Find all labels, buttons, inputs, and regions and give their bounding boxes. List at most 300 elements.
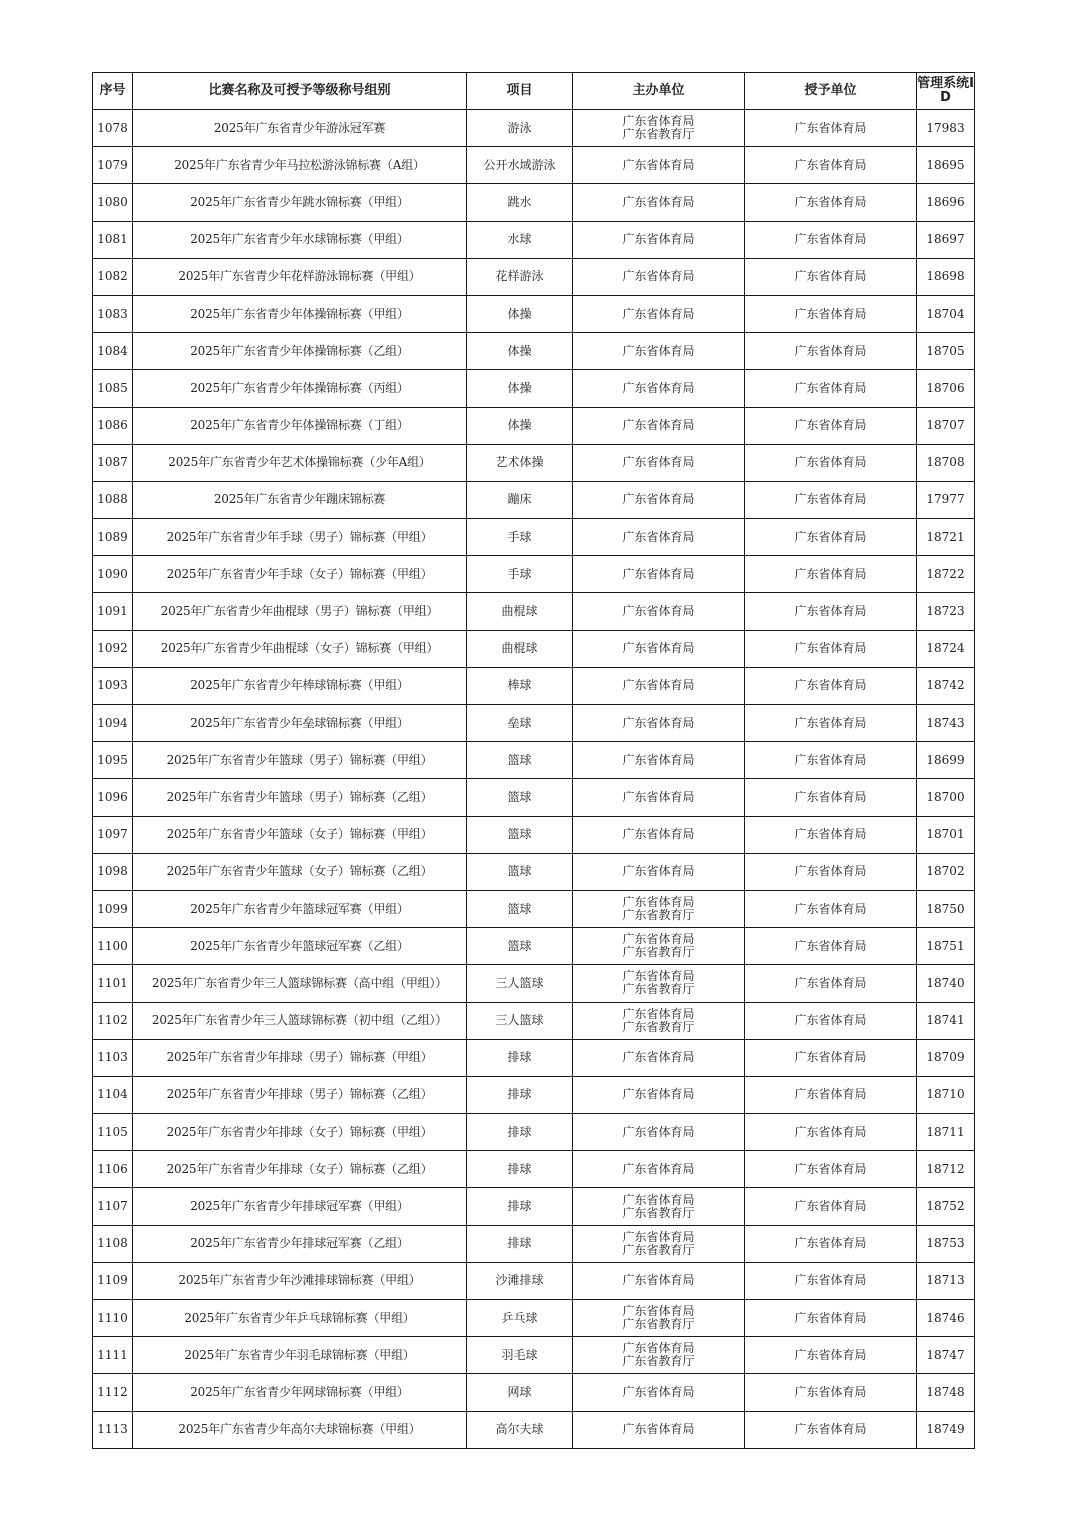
cell-host: [573, 1188, 745, 1225]
table-row: [93, 444, 975, 481]
cell-grantor: 广东省体育局: [745, 556, 917, 593]
cell-event: 三人篮球: [467, 1002, 573, 1039]
cell-system-id: 18740: [917, 965, 975, 1002]
cell-event: 曲棍球: [467, 630, 573, 667]
cell-grantor: 广东省体育局: [745, 370, 917, 407]
cell-grantor: 广东省体育局: [745, 630, 917, 667]
table-row: [93, 1300, 975, 1337]
cell-system-id: 18749: [917, 1411, 975, 1448]
cell-system-id: 18695: [917, 147, 975, 184]
cell-system-id: 18743: [917, 705, 975, 742]
cell-grantor: 广东省体育局: [745, 147, 917, 184]
table-row: [93, 1411, 975, 1448]
cell-event: 篮球: [467, 742, 573, 779]
cell-event: 体操: [467, 333, 573, 370]
cell-seq: 1106: [93, 1151, 133, 1188]
cell-event: 曲棍球: [467, 593, 573, 630]
cell-host: [573, 1300, 745, 1337]
cell-system-id: 17977: [917, 481, 975, 518]
cell-system-id: 18710: [917, 1076, 975, 1113]
host-org: 广东省体育局: [622, 306, 695, 321]
cell-grantor: 广东省体育局: [745, 1262, 917, 1299]
cell-name: 2025年广东省青少年体操锦标赛（甲组）: [133, 295, 467, 332]
cell-seq: 1108: [93, 1225, 133, 1262]
cell-seq: 1112: [93, 1374, 133, 1411]
cell-host: [573, 295, 745, 332]
cell-name: 2025年广东省青少年排球（女子）锦标赛（甲组）: [133, 1114, 467, 1151]
cell-host: [573, 742, 745, 779]
cell-seq: 1110: [93, 1300, 133, 1337]
cell-seq: 1111: [93, 1337, 133, 1374]
cell-event: 游泳: [467, 110, 573, 147]
cell-event: 篮球: [467, 890, 573, 927]
cell-name: 2025年广东省青少年排球冠军赛（乙组）: [133, 1225, 467, 1262]
cell-event: 水球: [467, 221, 573, 258]
host-org: 广东省体育局: [622, 1124, 695, 1139]
cell-host: [573, 1374, 745, 1411]
cell-event: 棒球: [467, 667, 573, 704]
cell-host: [573, 184, 745, 221]
cell-system-id: 17983: [917, 110, 975, 147]
table-row: [93, 519, 975, 556]
host-org: 广东省体育局: [622, 1341, 695, 1356]
table-row: [93, 742, 975, 779]
cell-host: [573, 110, 745, 147]
cell-grantor: 广东省体育局: [745, 1151, 917, 1188]
cell-name: 2025年广东省青少年高尔夫球锦标赛（甲组）: [133, 1411, 467, 1448]
table-row: [93, 1076, 975, 1113]
cell-host: [573, 928, 745, 965]
table-row: [93, 890, 975, 927]
header-seq: 序号: [93, 73, 133, 110]
table-row: [93, 1114, 975, 1151]
cell-event: 花样游泳: [467, 258, 573, 295]
cell-host: [573, 1225, 745, 1262]
cell-grantor: 广东省体育局: [745, 444, 917, 481]
table-row: [93, 184, 975, 221]
cell-system-id: 18697: [917, 221, 975, 258]
cell-system-id: 18705: [917, 333, 975, 370]
cell-grantor: 广东省体育局: [745, 1225, 917, 1262]
host-org: 广东省体育局: [622, 455, 695, 470]
cell-host: [573, 1114, 745, 1151]
cell-grantor: 广东省体育局: [745, 1188, 917, 1225]
cell-name: 2025年广东省青少年篮球冠军赛（甲组）: [133, 890, 467, 927]
cell-name: 2025年广东省青少年篮球（女子）锦标赛（乙组）: [133, 853, 467, 890]
cell-host: [573, 816, 745, 853]
cell-event: 排球: [467, 1188, 573, 1225]
cell-seq: 1092: [93, 630, 133, 667]
cell-event: 公开水域游泳: [467, 147, 573, 184]
cell-system-id: 18753: [917, 1225, 975, 1262]
header-system-id: 管理系统ID: [917, 73, 975, 110]
host-org: 广东省体育局: [622, 1384, 695, 1399]
cell-grantor: 广东省体育局: [745, 1374, 917, 1411]
cell-grantor: 广东省体育局: [745, 1002, 917, 1039]
cell-name: 2025年广东省青少年篮球（男子）锦标赛（甲组）: [133, 742, 467, 779]
cell-host: [573, 890, 745, 927]
cell-event: 篮球: [467, 779, 573, 816]
cell-system-id: 18747: [917, 1337, 975, 1374]
cell-host: [573, 1002, 745, 1039]
cell-system-id: 18721: [917, 519, 975, 556]
table-row: [93, 816, 975, 853]
cell-grantor: 广东省体育局: [745, 890, 917, 927]
cell-name: 2025年广东省青少年游泳冠军赛: [133, 110, 467, 147]
table-row: [93, 667, 975, 704]
cell-name: 2025年广东省青少年蹦床锦标赛: [133, 481, 467, 518]
table-row: [93, 556, 975, 593]
cell-name: 2025年广东省青少年花样游泳锦标赛（甲组）: [133, 258, 467, 295]
host-org: 广东省教育厅: [622, 1354, 695, 1369]
cell-name: 2025年广东省青少年排球（女子）锦标赛（乙组）: [133, 1151, 467, 1188]
cell-event: 篮球: [467, 816, 573, 853]
table-row: [93, 853, 975, 890]
cell-system-id: 18748: [917, 1374, 975, 1411]
host-org: 广东省体育局: [622, 932, 695, 947]
cell-seq: 1083: [93, 295, 133, 332]
cell-seq: 1105: [93, 1114, 133, 1151]
header-host: 主办单位: [573, 73, 745, 110]
table-row: [93, 779, 975, 816]
cell-host: [573, 667, 745, 704]
cell-host: [573, 370, 745, 407]
cell-seq: 1113: [93, 1411, 133, 1448]
cell-seq: 1107: [93, 1188, 133, 1225]
host-org: 广东省教育厅: [622, 1317, 695, 1332]
table-row: [93, 630, 975, 667]
cell-seq: 1100: [93, 928, 133, 965]
cell-system-id: 18708: [917, 444, 975, 481]
cell-event: 手球: [467, 519, 573, 556]
host-org: 广东省体育局: [622, 1192, 695, 1207]
cell-system-id: 18696: [917, 184, 975, 221]
cell-grantor: 广东省体育局: [745, 1076, 917, 1113]
cell-system-id: 18702: [917, 853, 975, 890]
cell-seq: 1093: [93, 667, 133, 704]
table-row: [93, 147, 975, 184]
cell-grantor: 广东省体育局: [745, 853, 917, 890]
cell-system-id: 18746: [917, 1300, 975, 1337]
cell-name: 2025年广东省青少年羽毛球锦标赛（甲组）: [133, 1337, 467, 1374]
table-row: [93, 1188, 975, 1225]
cell-name: 2025年广东省青少年网球锦标赛（甲组）: [133, 1374, 467, 1411]
cell-host: [573, 407, 745, 444]
cell-seq: 1090: [93, 556, 133, 593]
host-org: 广东省体育局: [622, 269, 695, 284]
cell-name: 2025年广东省青少年手球（女子）锦标赛（甲组）: [133, 556, 467, 593]
cell-host: [573, 965, 745, 1002]
cell-system-id: 18709: [917, 1039, 975, 1076]
cell-grantor: 广东省体育局: [745, 742, 917, 779]
table-body: [93, 110, 975, 1449]
cell-event: 体操: [467, 370, 573, 407]
cell-event: 三人篮球: [467, 965, 573, 1002]
cell-grantor: 广东省体育局: [745, 481, 917, 518]
cell-name: 2025年广东省青少年艺术体操锦标赛（少年A组）: [133, 444, 467, 481]
cell-event: 羽毛球: [467, 1337, 573, 1374]
cell-event: 排球: [467, 1076, 573, 1113]
host-org: 广东省教育厅: [622, 127, 695, 142]
host-org: 广东省体育局: [622, 1304, 695, 1319]
cell-name: 2025年广东省青少年三人篮球锦标赛（高中组（甲组））: [133, 965, 467, 1002]
table-row: [93, 1225, 975, 1262]
cell-grantor: 广东省体育局: [745, 519, 917, 556]
cell-system-id: 18750: [917, 890, 975, 927]
cell-system-id: 18723: [917, 593, 975, 630]
cell-event: 跳水: [467, 184, 573, 221]
cell-host: [573, 481, 745, 518]
host-org: 广东省教育厅: [622, 1242, 695, 1257]
cell-name: 2025年广东省青少年排球（男子）锦标赛（甲组）: [133, 1039, 467, 1076]
cell-grantor: 广东省体育局: [745, 928, 917, 965]
cell-seq: 1096: [93, 779, 133, 816]
cell-system-id: 18707: [917, 407, 975, 444]
host-org: 广东省教育厅: [622, 945, 695, 960]
host-org: 广东省体育局: [622, 864, 695, 879]
host-org: 广东省体育局: [622, 418, 695, 433]
cell-grantor: 广东省体育局: [745, 221, 917, 258]
cell-grantor: 广东省体育局: [745, 593, 917, 630]
cell-seq: 1084: [93, 333, 133, 370]
cell-system-id: 18751: [917, 928, 975, 965]
cell-system-id: 18706: [917, 370, 975, 407]
table-row: [93, 593, 975, 630]
cell-event: 高尔夫球: [467, 1411, 573, 1448]
cell-seq: 1103: [93, 1039, 133, 1076]
cell-event: 垒球: [467, 705, 573, 742]
cell-system-id: 18704: [917, 295, 975, 332]
table-row: [93, 965, 975, 1002]
cell-grantor: 广东省体育局: [745, 1039, 917, 1076]
cell-grantor: 广东省体育局: [745, 258, 917, 295]
table-row: [93, 705, 975, 742]
cell-system-id: 18711: [917, 1114, 975, 1151]
cell-name: 2025年广东省青少年篮球（男子）锦标赛（乙组）: [133, 779, 467, 816]
table-row: [93, 1151, 975, 1188]
host-org: 广东省体育局: [622, 1050, 695, 1065]
host-org: 广东省体育局: [622, 641, 695, 656]
cell-seq: 1088: [93, 481, 133, 518]
host-org: 广东省体育局: [622, 604, 695, 619]
cell-grantor: 广东省体育局: [745, 705, 917, 742]
header-grantor: 授予单位: [745, 73, 917, 110]
cell-seq: 1099: [93, 890, 133, 927]
cell-host: [573, 1337, 745, 1374]
cell-grantor: 广东省体育局: [745, 816, 917, 853]
cell-name: 2025年广东省青少年手球（男子）锦标赛（甲组）: [133, 519, 467, 556]
cell-name: 2025年广东省青少年体操锦标赛（丁组）: [133, 407, 467, 444]
cell-event: 手球: [467, 556, 573, 593]
host-org: 广东省体育局: [622, 114, 695, 129]
table-row: [93, 1374, 975, 1411]
cell-event: 排球: [467, 1114, 573, 1151]
host-org: 广东省体育局: [622, 678, 695, 693]
cell-system-id: 18741: [917, 1002, 975, 1039]
table-header-row: [93, 73, 975, 110]
host-org: 广东省体育局: [622, 529, 695, 544]
cell-seq: 1097: [93, 816, 133, 853]
cell-system-id: 18742: [917, 667, 975, 704]
host-org: 广东省体育局: [622, 1087, 695, 1102]
cell-event: 篮球: [467, 928, 573, 965]
host-org: 广东省体育局: [622, 194, 695, 209]
host-org: 广东省体育局: [622, 343, 695, 358]
cell-host: [573, 147, 745, 184]
host-org: 广东省体育局: [622, 1422, 695, 1437]
table-row: [93, 333, 975, 370]
cell-seq: 1087: [93, 444, 133, 481]
cell-host: [573, 1151, 745, 1188]
host-org: 广东省体育局: [622, 1006, 695, 1021]
cell-event: 排球: [467, 1225, 573, 1262]
cell-name: 2025年广东省青少年体操锦标赛（丙组）: [133, 370, 467, 407]
table-row: [93, 258, 975, 295]
cell-seq: 1089: [93, 519, 133, 556]
cell-seq: 1098: [93, 853, 133, 890]
cell-system-id: 18724: [917, 630, 975, 667]
cell-name: 2025年广东省青少年篮球（女子）锦标赛（甲组）: [133, 816, 467, 853]
table-row: [93, 370, 975, 407]
cell-host: [573, 853, 745, 890]
cell-event: 艺术体操: [467, 444, 573, 481]
cell-grantor: 广东省体育局: [745, 965, 917, 1002]
host-org: 广东省体育局: [622, 789, 695, 804]
cell-event: 乒乓球: [467, 1300, 573, 1337]
cell-name: 2025年广东省青少年垒球锦标赛（甲组）: [133, 705, 467, 742]
header-name: 比赛名称及可授予等级称号组别: [133, 73, 467, 110]
cell-seq: 1086: [93, 407, 133, 444]
cell-name: 2025年广东省青少年曲棍球（女子）锦标赛（甲组）: [133, 630, 467, 667]
cell-name: 2025年广东省青少年排球冠军赛（甲组）: [133, 1188, 467, 1225]
cell-name: 2025年广东省青少年篮球冠军赛（乙组）: [133, 928, 467, 965]
cell-grantor: 广东省体育局: [745, 184, 917, 221]
cell-host: [573, 221, 745, 258]
host-org: 广东省体育局: [622, 232, 695, 247]
cell-name: 2025年广东省青少年棒球锦标赛（甲组）: [133, 667, 467, 704]
table-row: [93, 110, 975, 147]
host-org: 广东省体育局: [622, 895, 695, 910]
cell-system-id: 18722: [917, 556, 975, 593]
table-row: [93, 1337, 975, 1374]
cell-host: [573, 1076, 745, 1113]
host-org: 广东省体育局: [622, 1229, 695, 1244]
host-org: 广东省教育厅: [622, 1205, 695, 1220]
cell-event: 体操: [467, 407, 573, 444]
cell-seq: 1079: [93, 147, 133, 184]
cell-event: 网球: [467, 1374, 573, 1411]
cell-seq: 1081: [93, 221, 133, 258]
cell-grantor: 广东省体育局: [745, 333, 917, 370]
cell-system-id: 18713: [917, 1262, 975, 1299]
cell-event: 蹦床: [467, 481, 573, 518]
host-org: 广东省体育局: [622, 969, 695, 984]
cell-seq: 1085: [93, 370, 133, 407]
cell-grantor: 广东省体育局: [745, 1411, 917, 1448]
host-org: 广东省教育厅: [622, 908, 695, 923]
cell-host: [573, 593, 745, 630]
cell-seq: 1102: [93, 1002, 133, 1039]
cell-host: [573, 779, 745, 816]
cell-event: 沙滩排球: [467, 1262, 573, 1299]
cell-grantor: 广东省体育局: [745, 295, 917, 332]
host-org: 广东省体育局: [622, 380, 695, 395]
cell-system-id: 18700: [917, 779, 975, 816]
cell-host: [573, 1262, 745, 1299]
cell-name: 2025年广东省青少年水球锦标赛（甲组）: [133, 221, 467, 258]
cell-seq: 1094: [93, 705, 133, 742]
cell-name: 2025年广东省青少年乒乓球锦标赛（甲组）: [133, 1300, 467, 1337]
cell-grantor: 广东省体育局: [745, 667, 917, 704]
host-org: 广东省体育局: [622, 1273, 695, 1288]
cell-system-id: 18701: [917, 816, 975, 853]
host-org: 广东省体育局: [622, 752, 695, 767]
cell-seq: 1080: [93, 184, 133, 221]
host-org: 广东省体育局: [622, 1161, 695, 1176]
cell-seq: 1109: [93, 1262, 133, 1299]
cell-system-id: 18698: [917, 258, 975, 295]
cell-grantor: 广东省体育局: [745, 1300, 917, 1337]
host-org: 广东省教育厅: [622, 1019, 695, 1034]
cell-name: 2025年广东省青少年马拉松游泳锦标赛（A组）: [133, 147, 467, 184]
cell-host: [573, 630, 745, 667]
table-row: [93, 295, 975, 332]
cell-host: [573, 519, 745, 556]
host-org: 广东省体育局: [622, 157, 695, 172]
cell-host: [573, 258, 745, 295]
cell-host: [573, 556, 745, 593]
cell-host: [573, 705, 745, 742]
cell-name: 2025年广东省青少年跳水锦标赛（甲组）: [133, 184, 467, 221]
cell-grantor: 广东省体育局: [745, 779, 917, 816]
cell-seq: 1104: [93, 1076, 133, 1113]
cell-grantor: 广东省体育局: [745, 1337, 917, 1374]
competition-table: [92, 72, 975, 1449]
host-org: 广东省体育局: [622, 566, 695, 581]
cell-event: 体操: [467, 295, 573, 332]
table-row: [93, 1002, 975, 1039]
cell-system-id: 18699: [917, 742, 975, 779]
cell-system-id: 18752: [917, 1188, 975, 1225]
cell-seq: 1082: [93, 258, 133, 295]
cell-seq: 1078: [93, 110, 133, 147]
table-row: [93, 407, 975, 444]
table-row: [93, 1039, 975, 1076]
cell-name: 2025年广东省青少年体操锦标赛（乙组）: [133, 333, 467, 370]
cell-grantor: 广东省体育局: [745, 110, 917, 147]
cell-seq: 1091: [93, 593, 133, 630]
host-org: 广东省体育局: [622, 827, 695, 842]
table-row: [93, 928, 975, 965]
cell-seq: 1095: [93, 742, 133, 779]
cell-event: 排球: [467, 1039, 573, 1076]
cell-name: 2025年广东省青少年曲棍球（男子）锦标赛（甲组）: [133, 593, 467, 630]
host-org: 广东省体育局: [622, 492, 695, 507]
cell-name: 2025年广东省青少年沙滩排球锦标赛（甲组）: [133, 1262, 467, 1299]
cell-name: 2025年广东省青少年三人篮球锦标赛（初中组（乙组））: [133, 1002, 467, 1039]
cell-host: [573, 1039, 745, 1076]
cell-host: [573, 444, 745, 481]
cell-seq: 1101: [93, 965, 133, 1002]
host-org: 广东省体育局: [622, 715, 695, 730]
cell-event: 篮球: [467, 853, 573, 890]
cell-grantor: 广东省体育局: [745, 1114, 917, 1151]
host-org: 广东省教育厅: [622, 982, 695, 997]
cell-host: [573, 1411, 745, 1448]
header-event: 项目: [467, 73, 573, 110]
cell-grantor: 广东省体育局: [745, 407, 917, 444]
table-row: [93, 1262, 975, 1299]
